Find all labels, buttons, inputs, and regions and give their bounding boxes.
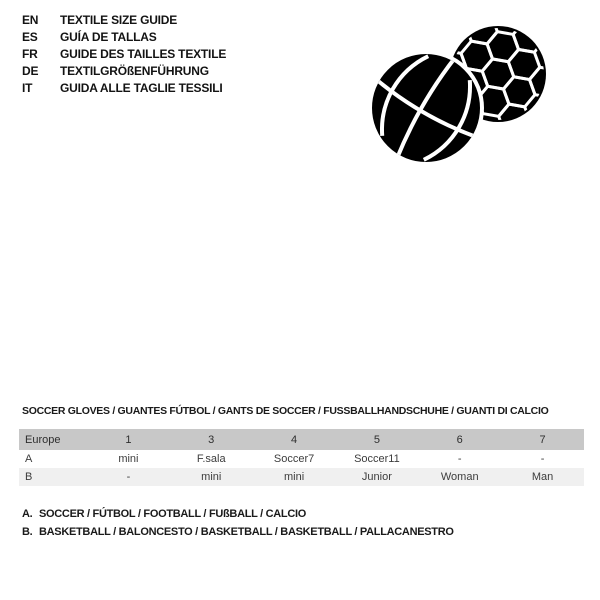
table-cell: mini xyxy=(253,468,336,486)
table-row xyxy=(19,468,584,486)
table-cell: mini xyxy=(87,450,170,468)
language-code: IT xyxy=(22,81,33,95)
sports-balls-illustration xyxy=(366,18,556,170)
table-cell: - xyxy=(418,450,501,468)
row-label: A xyxy=(19,450,87,468)
legend-row xyxy=(22,523,454,541)
legend-block xyxy=(22,505,454,541)
table-row xyxy=(19,450,584,468)
legend-label: BASKETBALL / BALONCESTO / BASKETBALL / BASKETBALL / PALLACANESTRO xyxy=(39,526,454,538)
language-label: GUIDA ALLE TAGLIE TESSILI xyxy=(60,81,223,95)
language-code: EN xyxy=(22,13,39,27)
language-label: GUÍA DE TALLAS xyxy=(60,30,157,44)
row-label: B xyxy=(19,468,87,486)
table-header-cell: 3 xyxy=(170,429,253,450)
language-guide-block xyxy=(22,12,226,97)
language-row xyxy=(22,46,226,63)
table-header-cell: Europe xyxy=(19,429,87,450)
language-row xyxy=(22,80,226,97)
legend-key: B. xyxy=(22,526,33,538)
table-header-cell: 4 xyxy=(253,429,336,450)
table-header-cell: 7 xyxy=(501,429,584,450)
language-row xyxy=(22,12,226,29)
table-cell: F.sala xyxy=(170,450,253,468)
legend-row xyxy=(22,505,454,523)
language-code: ES xyxy=(22,30,38,44)
table-cell: - xyxy=(87,468,170,486)
table-header-row xyxy=(19,429,584,450)
size-guide-title: SOCCER GLOVES / GUANTES FÚTBOL / GANTS DE SOCCER / FUSSBALLHANDSCHUHE / GUANTI DI CALCIO xyxy=(22,405,549,417)
legend-label: SOCCER / FÚTBOL / FOOTBALL / FUßBALL / CALCIO xyxy=(39,508,306,520)
language-code: DE xyxy=(22,64,39,78)
legend-key: A. xyxy=(22,508,33,520)
language-label: TEXTILGRÖßENFÜHRUNG xyxy=(60,64,209,78)
language-label: GUIDE DES TAILLES TEXTILE xyxy=(60,47,227,61)
table-cell: Woman xyxy=(418,468,501,486)
table-cell: Junior xyxy=(335,468,418,486)
table-header-cell: 1 xyxy=(87,429,170,450)
table-cell: Soccer7 xyxy=(253,450,336,468)
table-cell: Man xyxy=(501,468,584,486)
table-header-cell: 5 xyxy=(335,429,418,450)
table-cell: mini xyxy=(170,468,253,486)
table-header-cell: 6 xyxy=(418,429,501,450)
language-code: FR xyxy=(22,47,38,61)
size-table xyxy=(19,429,584,486)
language-row xyxy=(22,29,226,46)
language-row xyxy=(22,63,226,80)
table-cell: Soccer11 xyxy=(335,450,418,468)
language-label: TEXTILE SIZE GUIDE xyxy=(60,13,178,27)
table-cell: - xyxy=(501,450,584,468)
